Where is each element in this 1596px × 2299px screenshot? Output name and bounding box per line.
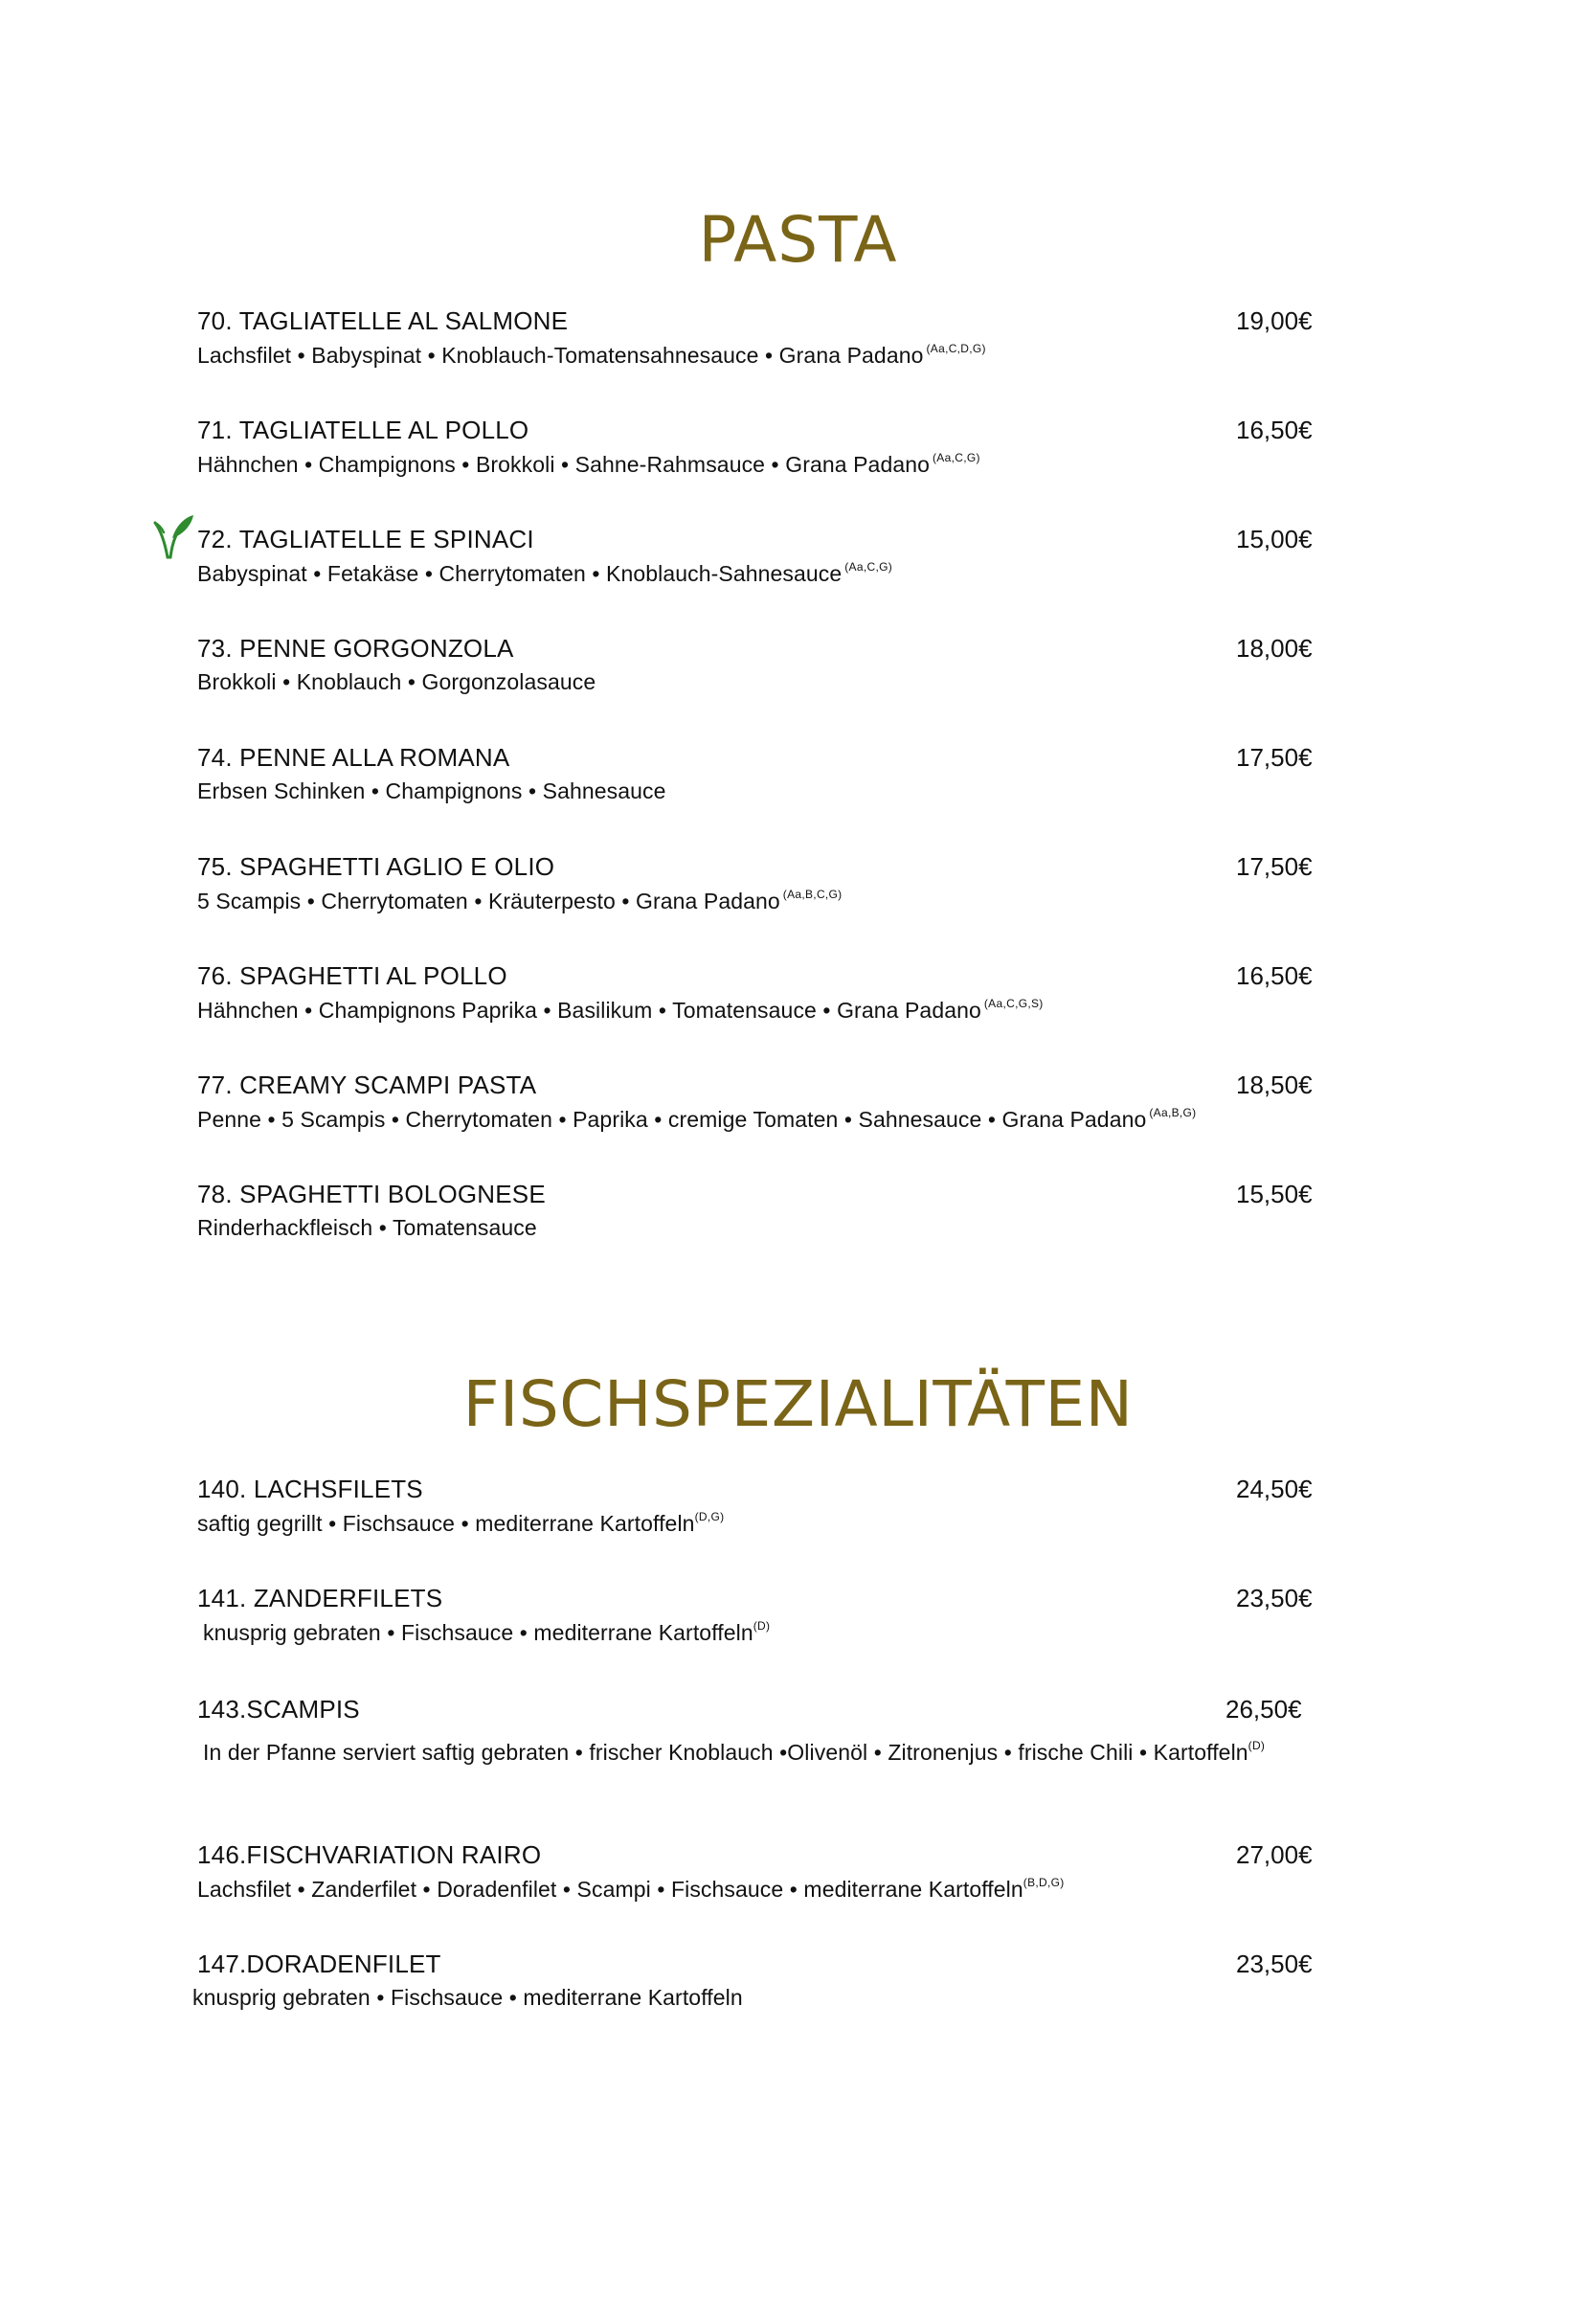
- menu-item-name: 147.DORADENFILET: [197, 1950, 441, 1978]
- menu-item-description: In der Pfanne serviert saftig gebraten • frischer Knoblauch •Olivenöl • Zitronenjus • frische Chili • Kartoffeln$^{(D)}$: [203, 1739, 1266, 1765]
- menu-item-name: 72. TAGLIATELLE E SPINACI: [197, 525, 534, 553]
- allergen-codes: (B,D,G): [1023, 1876, 1065, 1889]
- menu-item-description: 5 Scampis • Cherrytomaten • Kräuterpesto • Grana Padano $^{(Aa,B,C,G)}$: [197, 888, 843, 913]
- allergen-codes: (Aa,B,G): [1149, 1106, 1197, 1119]
- menu-item-price: 16,50€: [1236, 961, 1313, 990]
- menu-item-description: Penne • 5 Scampis • Cherrytomaten • Paprika • cremige Tomaten • Sahnesauce • Grana Padano $^{(Aa,B,G)}$: [197, 1106, 1197, 1132]
- menu-item-name: 74. PENNE ALLA ROMANA: [197, 743, 510, 772]
- menu-item-price: 24,50€: [1236, 1475, 1313, 1503]
- menu-item-description: Brokkoli • Knoblauch • Gorgonzolasauce: [197, 669, 596, 694]
- menu-item-price: 23,50€: [1236, 1950, 1313, 1978]
- menu-item-description: knusprig gebraten • Fischsauce • mediterrane Kartoffeln: [192, 1985, 743, 2010]
- allergen-codes: (Aa,C,G,S): [983, 997, 1044, 1010]
- menu-item-description: Erbsen Schinken • Champignons • Sahnesauce: [197, 778, 666, 803]
- menu-item-price: 15,50€: [1236, 1180, 1313, 1208]
- menu-item-price: 23,50€: [1236, 1584, 1313, 1612]
- fish-section-title: FISCHSPEZIALITÄTEN: [462, 1367, 1134, 1441]
- menu-item-name: 75. SPAGHETTI AGLIO E OLIO: [197, 852, 555, 881]
- menu-item-name: 77. CREAMY SCAMPI PASTA: [197, 1071, 537, 1099]
- allergen-codes: (D): [753, 1619, 771, 1633]
- menu-item-price: 18,50€: [1236, 1071, 1313, 1099]
- menu-item-price: 17,50€: [1236, 852, 1313, 881]
- menu-item-description: Lachsfilet • Zanderfilet • Doradenfilet • Scampi • Fischsauce • mediterrane Kartoffeln$^{(B,D,G)}$: [197, 1876, 1065, 1902]
- menu-item-price: 16,50€: [1236, 416, 1313, 444]
- menu-item-name: 73. PENNE GORGONZOLA: [197, 634, 514, 663]
- menu-item-description: saftig gegrillt • Fischsauce • mediterrane Kartoffeln$^{(D,G)}$: [197, 1510, 725, 1536]
- menu-item-name: 76. SPAGHETTI AL POLLO: [197, 961, 507, 990]
- menu-item-price: 26,50€: [1225, 1695, 1302, 1724]
- menu-item-description: Hähnchen • Champignons • Brokkoli • Sahne-Rahmsauce • Grana Padano $^{(Aa,C,G)}$: [197, 451, 980, 477]
- menu-item-description: Hähnchen • Champignons Paprika • Basilikum • Tomatensauce • Grana Padano $^{(Aa,C,G,S)}$: [197, 997, 1044, 1023]
- menu-item-name: 146.FISCHVARIATION RAIRO: [197, 1840, 542, 1869]
- menu-item-price: 19,00€: [1236, 306, 1313, 335]
- allergen-codes: (Aa,C,G): [844, 560, 893, 574]
- menu-item-description: knusprig gebraten • Fischsauce • mediterrane Kartoffeln$^{(D)}$: [203, 1619, 771, 1645]
- menu-item-price: 27,00€: [1236, 1840, 1313, 1869]
- vegetarian-leaf-icon: [151, 513, 195, 561]
- menu-item-price: 17,50€: [1236, 743, 1313, 772]
- menu-item-description: Rinderhackfleisch • Tomatensauce: [197, 1215, 537, 1240]
- pasta-section-title: PASTA: [698, 203, 898, 277]
- menu-item-name: 140. LACHSFILETS: [197, 1475, 423, 1503]
- menu-item-name: 70. TAGLIATELLE AL SALMONE: [197, 306, 569, 335]
- allergen-codes: (D,G): [694, 1510, 725, 1523]
- menu-item-description: Babyspinat • Fetakäse • Cherrytomaten • Knoblauch-Sahnesauce $^{(Aa,C,G)}$: [197, 560, 893, 586]
- allergen-codes: (Aa,C,D,G): [926, 342, 986, 355]
- menu-item-name: 141. ZANDERFILETS: [197, 1584, 443, 1612]
- allergen-codes: (D): [1248, 1739, 1266, 1752]
- menu-item-description: Lachsfilet • Babyspinat • Knoblauch-Tomatensahnesauce • Grana Padano $^{(Aa,C,D,G)}$: [197, 342, 986, 368]
- menu-item-name: 71. TAGLIATELLE AL POLLO: [197, 416, 529, 444]
- allergen-codes: (Aa,B,C,G): [782, 888, 843, 901]
- menu-item-price: 18,00€: [1236, 634, 1313, 663]
- allergen-codes: (Aa,C,G): [933, 451, 980, 464]
- menu-item-price: 15,00€: [1236, 525, 1313, 553]
- menu-item-name: 78. SPAGHETTI BOLOGNESE: [197, 1180, 546, 1208]
- menu-item-name: 143.SCAMPIS: [197, 1695, 360, 1724]
